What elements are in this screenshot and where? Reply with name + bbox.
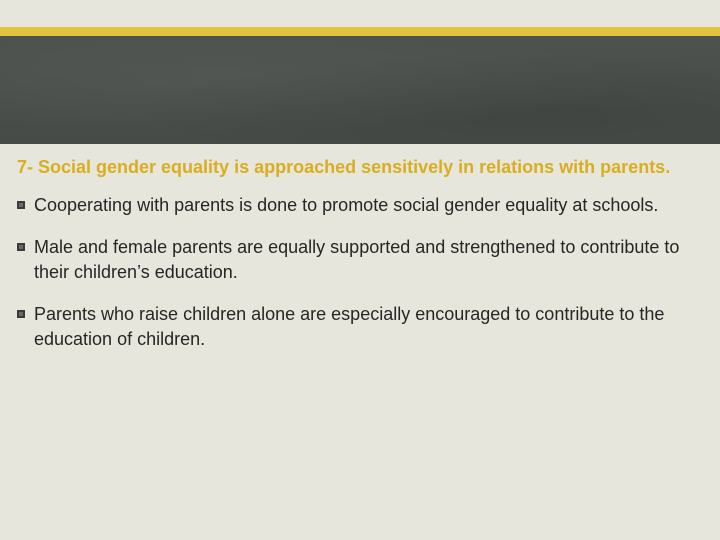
- slide-content: [17, 155, 702, 369]
- bullet-item: [17, 235, 702, 285]
- top-strip: [0, 0, 720, 27]
- bullet-item: [17, 302, 702, 352]
- square-bullet-icon: [17, 243, 25, 251]
- square-bullet-icon: [17, 310, 25, 318]
- bullet-text: Cooperating with parents is done to promote social gender equality at schools.: [34, 195, 659, 215]
- bullet-list: [17, 193, 702, 352]
- square-bullet-icon: [17, 201, 25, 209]
- accent-bar: [0, 27, 720, 36]
- slide-title: 7- Social gender equality is approached sensitively in relations with parents.: [17, 157, 671, 177]
- bullet-item: [17, 193, 702, 218]
- bullet-text: Parents who raise children alone are especially encouraged to contribute to the education of children.: [34, 304, 665, 349]
- bullet-text: Male and female parents are equally supported and strengthened to contribute to their children’s education.: [34, 237, 680, 282]
- header-band: [0, 36, 720, 144]
